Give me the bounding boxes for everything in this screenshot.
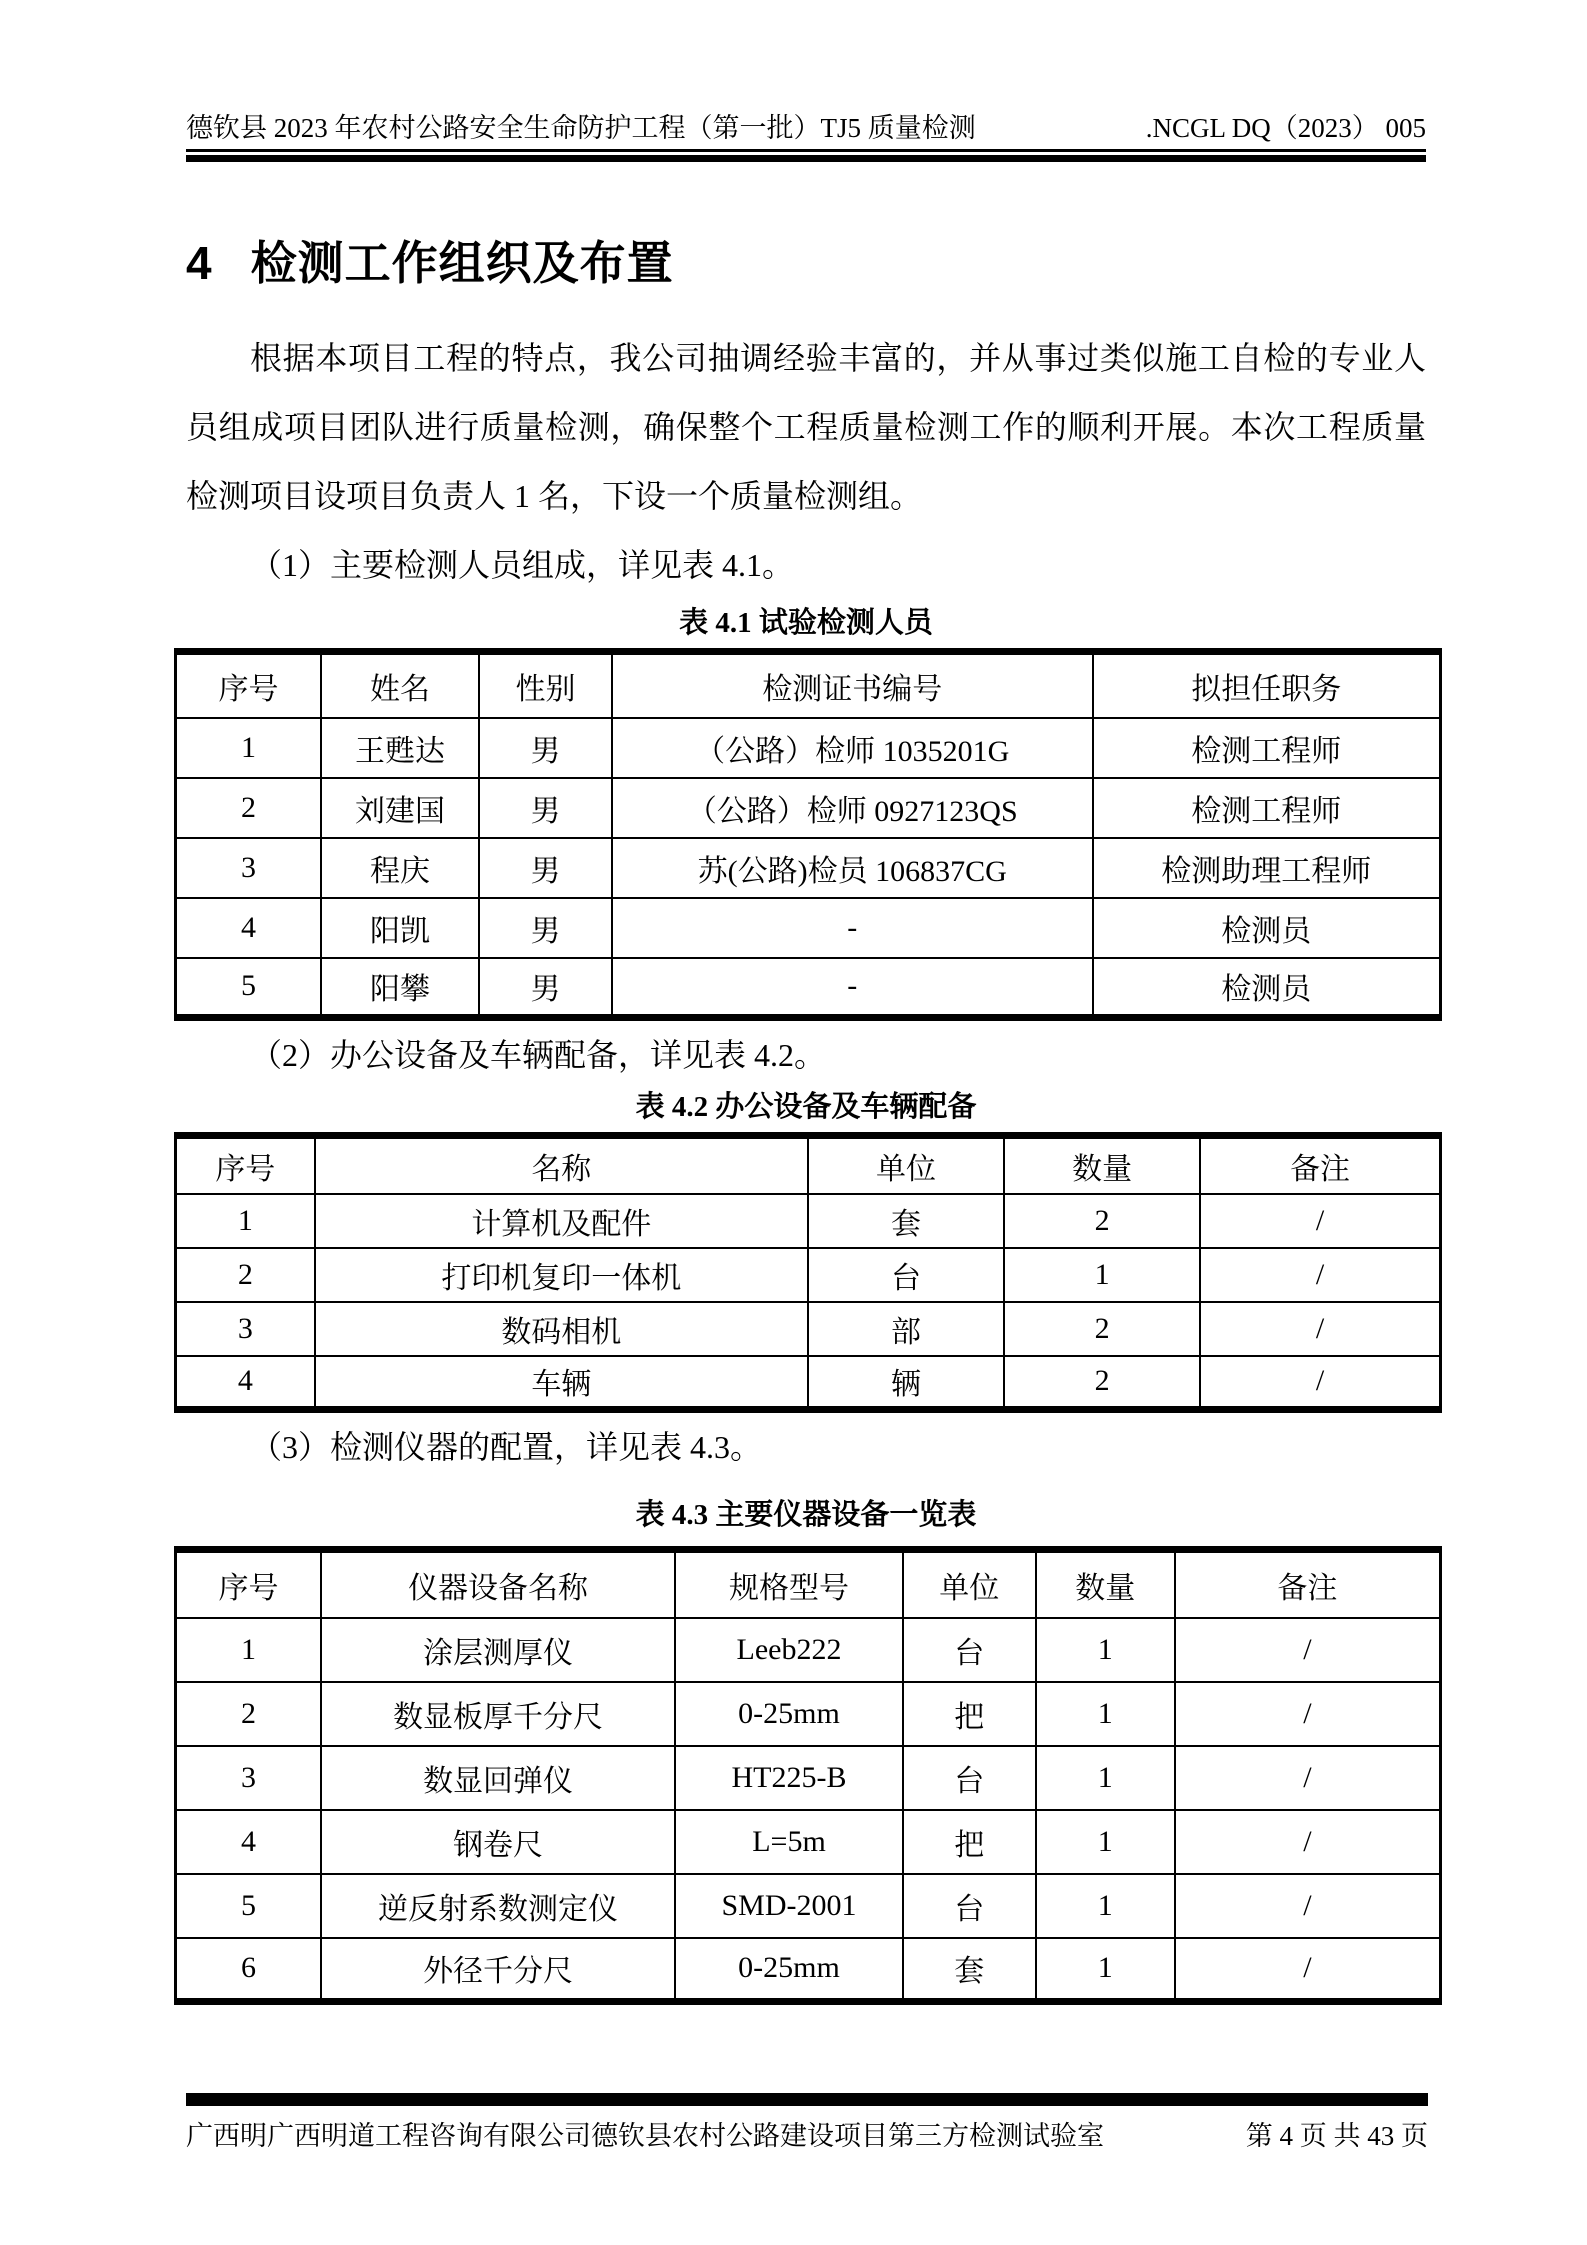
list-item-2: （2）办公设备及车辆配备，详见表 4.2。 <box>250 1037 827 1073</box>
table-row <box>176 1618 1441 1682</box>
table-cell: 1 <box>1036 1618 1175 1682</box>
table-cell: 数显板厚千分尺 <box>321 1682 675 1746</box>
table-cell: 逆反射系数测定仪 <box>321 1874 675 1938</box>
table-cell: Leeb222 <box>675 1618 903 1682</box>
column-header: 序号 <box>176 652 321 718</box>
header-rule <box>186 149 1426 162</box>
column-header: 姓名 <box>321 652 479 718</box>
table-cell: 涂层测厚仪 <box>321 1618 675 1682</box>
table-cell: 外径千分尺 <box>321 1938 675 2002</box>
table-cell: 4 <box>176 898 321 958</box>
table-cell: 套 <box>808 1194 1004 1248</box>
table-cell: 台 <box>903 1746 1036 1810</box>
table-cell: 1 <box>176 1194 315 1248</box>
footer-page-number: 第 4 页 共 43 页 <box>1245 2121 1428 2151</box>
table-cell: 1 <box>1036 1746 1175 1810</box>
table-cell: / <box>1175 1874 1441 1938</box>
table-cell: 计算机及配件 <box>315 1194 808 1248</box>
column-header: 序号 <box>176 1136 315 1194</box>
table-cell: 1 <box>1036 1874 1175 1938</box>
header-right-doc-number: .NCGL DQ（2023） 005 <box>1145 113 1426 143</box>
table-row <box>176 1682 1441 1746</box>
content-area <box>186 0 1426 2005</box>
table-cell: 阳攀 <box>321 958 479 1018</box>
column-header: 数量 <box>1036 1550 1175 1618</box>
list-item-1: （1）主要检测人员组成，详见表 4.1。 <box>250 547 795 583</box>
table-cell: 1 <box>176 1618 321 1682</box>
page-header <box>186 0 1426 144</box>
table-row <box>176 1938 1441 2002</box>
table-cell: 王甦达 <box>321 718 479 778</box>
table-cell: 0-25mm <box>675 1938 903 2002</box>
table-cell: / <box>1175 1810 1441 1874</box>
table-cell: 苏(公路)检员 106837CG <box>612 838 1093 898</box>
table-row <box>176 1874 1441 1938</box>
table-cell: 4 <box>176 1356 315 1410</box>
column-header: 数量 <box>1004 1136 1200 1194</box>
table-row <box>176 838 1441 898</box>
table-cell: 数码相机 <box>315 1302 808 1356</box>
table-cell: / <box>1200 1302 1440 1356</box>
footer-rule-bar <box>186 2093 1428 2106</box>
table-4-3-title: 表 4.3 主要仪器设备一览表 <box>635 1499 977 1531</box>
table-cell: / <box>1175 1746 1441 1810</box>
table-cell: 车辆 <box>315 1356 808 1410</box>
table-row <box>176 1302 1441 1356</box>
column-header: 备注 <box>1200 1136 1440 1194</box>
table-cell: HT225-B <box>675 1746 903 1810</box>
table-row <box>176 1194 1441 1248</box>
table-header-row <box>176 1136 1441 1194</box>
column-header: 单位 <box>903 1550 1036 1618</box>
table-cell: 检测员 <box>1093 958 1441 1018</box>
table-cell: 检测助理工程师 <box>1093 838 1441 898</box>
column-header: 仪器设备名称 <box>321 1550 675 1618</box>
table-cell: / <box>1175 1938 1441 2002</box>
table-cell: 2 <box>1004 1356 1200 1410</box>
column-header: 序号 <box>176 1550 321 1618</box>
table-row <box>176 1356 1441 1410</box>
table-cell: - <box>612 958 1093 1018</box>
table-cell: 3 <box>176 1302 315 1356</box>
table-cell: 台 <box>903 1874 1036 1938</box>
column-header: 性别 <box>479 652 612 718</box>
table-cell: 辆 <box>808 1356 1004 1410</box>
instruments-table <box>174 1546 1442 2005</box>
table-cell: 2 <box>176 1248 315 1302</box>
table-header-row <box>176 1550 1441 1618</box>
equipment-table <box>174 1132 1442 1413</box>
section-title: 检测工作组织及布置 <box>250 237 674 289</box>
section-heading <box>186 234 1426 292</box>
table-cell: （公路）检师 1035201G <box>612 718 1093 778</box>
table-cell: 男 <box>479 718 612 778</box>
table-cell: 检测员 <box>1093 898 1441 958</box>
table-cell: 3 <box>176 838 321 898</box>
table-row <box>176 778 1441 838</box>
table-cell: 男 <box>479 838 612 898</box>
table-row <box>176 1248 1441 1302</box>
column-header: 名称 <box>315 1136 808 1194</box>
table-cell: （公路）检师 0927123QS <box>612 778 1093 838</box>
table-cell: 台 <box>903 1618 1036 1682</box>
table-4-2-title: 表 4.2 办公设备及车辆配备 <box>635 1091 977 1123</box>
table-cell: 5 <box>176 1874 321 1938</box>
column-header: 备注 <box>1175 1550 1441 1618</box>
table-header-row <box>176 652 1441 718</box>
paragraph-intro: 根据本项目工程的特点，我公司抽调经验丰富的，并从事过类似施工自检的专业人员组成项目团队进行质量检测，确保整个工程质量检测工作的顺利开展。本次工程质量检测项目设项目负责人 1 名，下设一个质量检测组。 <box>186 340 1426 514</box>
table-cell: 把 <box>903 1682 1036 1746</box>
table-cell: 0-25mm <box>675 1682 903 1746</box>
personnel-table <box>174 648 1442 1021</box>
table-row <box>176 1746 1441 1810</box>
table-cell: 套 <box>903 1938 1036 2002</box>
list-item-3: （3）检测仪器的配置，详见表 4.3。 <box>250 1429 763 1465</box>
table-cell: 6 <box>176 1938 321 2002</box>
table-row <box>176 898 1441 958</box>
table-cell: / <box>1175 1682 1441 1746</box>
table-cell: 1 <box>1036 1810 1175 1874</box>
table-4-1-title: 表 4.1 试验检测人员 <box>679 607 933 639</box>
column-header: 检测证书编号 <box>612 652 1093 718</box>
table-cell: SMD-2001 <box>675 1874 903 1938</box>
table-cell: / <box>1200 1194 1440 1248</box>
table-cell: 检测工程师 <box>1093 778 1441 838</box>
table-cell: 部 <box>808 1302 1004 1356</box>
table-cell: 3 <box>176 1746 321 1810</box>
table-cell: / <box>1200 1248 1440 1302</box>
footer-left-text: 广西明广西明道工程咨询有限公司德钦县农村公路建设项目第三方检测试验室 <box>186 2121 1104 2151</box>
table-cell: 检测工程师 <box>1093 718 1441 778</box>
table-cell: / <box>1200 1356 1440 1410</box>
table-cell: / <box>1175 1618 1441 1682</box>
table-cell: 钢卷尺 <box>321 1810 675 1874</box>
table-cell: 4 <box>176 1810 321 1874</box>
table-cell: 男 <box>479 958 612 1018</box>
table-cell: 2 <box>1004 1194 1200 1248</box>
table-cell: 1 <box>1036 1682 1175 1746</box>
table-cell: 5 <box>176 958 321 1018</box>
section-number: 4 <box>186 237 213 289</box>
table-cell: 刘建国 <box>321 778 479 838</box>
table-cell: 阳凯 <box>321 898 479 958</box>
table-cell: 1 <box>1036 1938 1175 2002</box>
header-left-text: 德钦县 2023 年农村公路安全生命防护工程（第一批）TJ5 质量检测 <box>186 113 976 143</box>
column-header: 拟担任职务 <box>1093 652 1441 718</box>
table-cell: 1 <box>1004 1248 1200 1302</box>
column-header: 规格型号 <box>675 1550 903 1618</box>
table-cell: 把 <box>903 1810 1036 1874</box>
table-row <box>176 718 1441 778</box>
table-cell: L=5m <box>675 1810 903 1874</box>
table-cell: 男 <box>479 898 612 958</box>
table-cell: - <box>612 898 1093 958</box>
table-cell: 2 <box>176 1682 321 1746</box>
table-cell: 2 <box>176 778 321 838</box>
table-row <box>176 1810 1441 1874</box>
table-cell: 打印机复印一体机 <box>315 1248 808 1302</box>
table-cell: 数显回弹仪 <box>321 1746 675 1810</box>
table-cell: 1 <box>176 718 321 778</box>
page-footer <box>186 2118 1428 2154</box>
table-cell: 台 <box>808 1248 1004 1302</box>
table-cell: 男 <box>479 778 612 838</box>
table-cell: 程庆 <box>321 838 479 898</box>
column-header: 单位 <box>808 1136 1004 1194</box>
table-cell: 2 <box>1004 1302 1200 1356</box>
table-row <box>176 958 1441 1018</box>
